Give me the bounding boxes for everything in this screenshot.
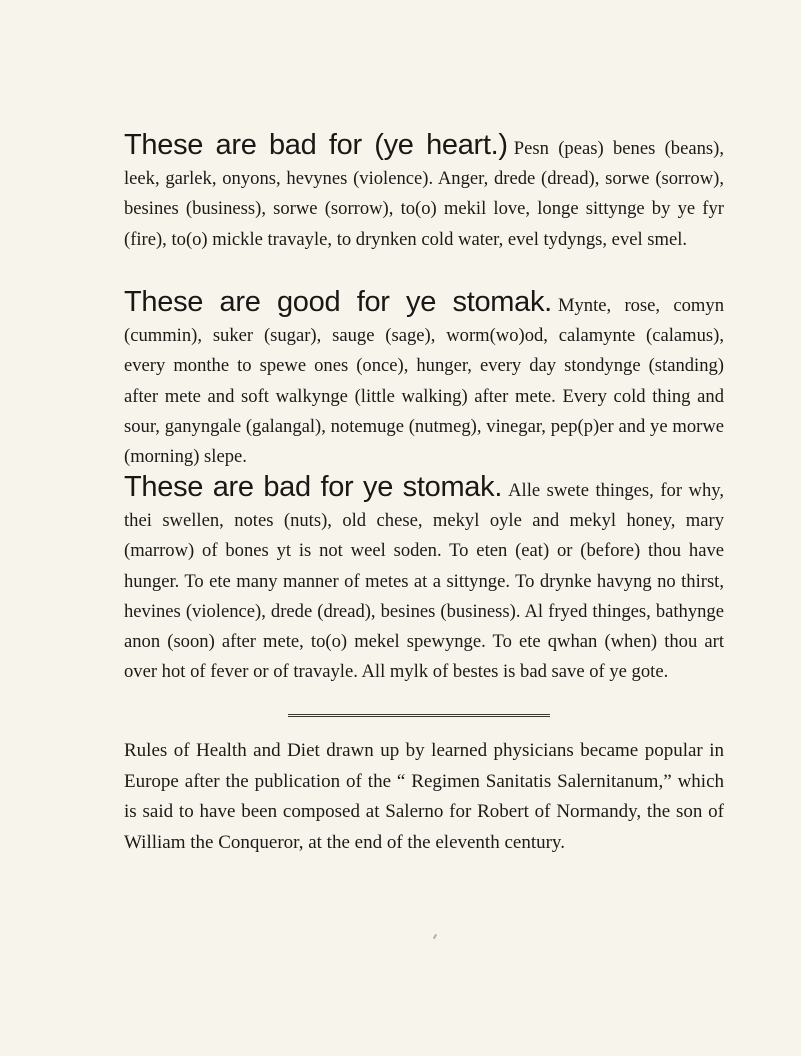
section-good-for-stomach	[124, 287, 724, 472]
section-body: Pesn (peas) benes (beans), leek, garlek, onyons, hevynes (violence). Anger, drede (dread), sorwe (sorrow), besines (business), sorwe (sorrow), to(o) mekil love, longe sittynge by ye fyr (fire), to(o) mickle travayle, to drynken cold water, evel tydyngs, evel smel.	[124, 138, 724, 250]
section-heading: These are bad for ye stomak.	[124, 471, 503, 503]
section-heading: These are bad for (ye heart.)	[124, 129, 508, 161]
historical-note: Rules of Health and Diet drawn up by learned physicians became popular in Europe after the publication of the “ Regimen Sanitatis Salernitanum,” which is said to have been composed at Salerno for Robert of Normandy, the son of William the Conqueror, at the end of the eleventh century.	[124, 740, 724, 853]
section-heading: These are good for ye stomak.	[124, 286, 552, 318]
section-divider	[288, 714, 550, 717]
section-body: Alle swete thinges, for why, thei swellen, notes (nuts), old chese, mekyl oyle and mekyl honey, mary (marrow) of bones yt is not weel soden. To eten (eat) or (before) thou have hunger. To ete many manner of metes at a sittynge. To drynke havyng no thirst, hevines (violence), drede (dread), besines (business). Al fryed thinges, bathynge anon (soon) after mete, to(o) mekel spewynge. To ete qwhan (when) thou art over hot of fever or of travayle. All mylk of bestes is bad save of ye gote.	[124, 480, 724, 683]
section-body: Mynte, rose, comyn (cummin), suker (sugar), sauge (sage), worm(wo)od, calamynte (calamus), every monthe to spewe ones (once), hunger, every day stondynge (standing) after mete and soft walkynge (little walking) after mete. Every cold thing and sour, ganyngale (galangal), notemuge (nutmeg), vinegar, pep(p)er and ye morwe (morning) slepe.	[124, 295, 724, 468]
section-bad-for-stomach	[124, 472, 724, 687]
paper-speck	[433, 934, 437, 939]
section-heart	[124, 130, 724, 255]
